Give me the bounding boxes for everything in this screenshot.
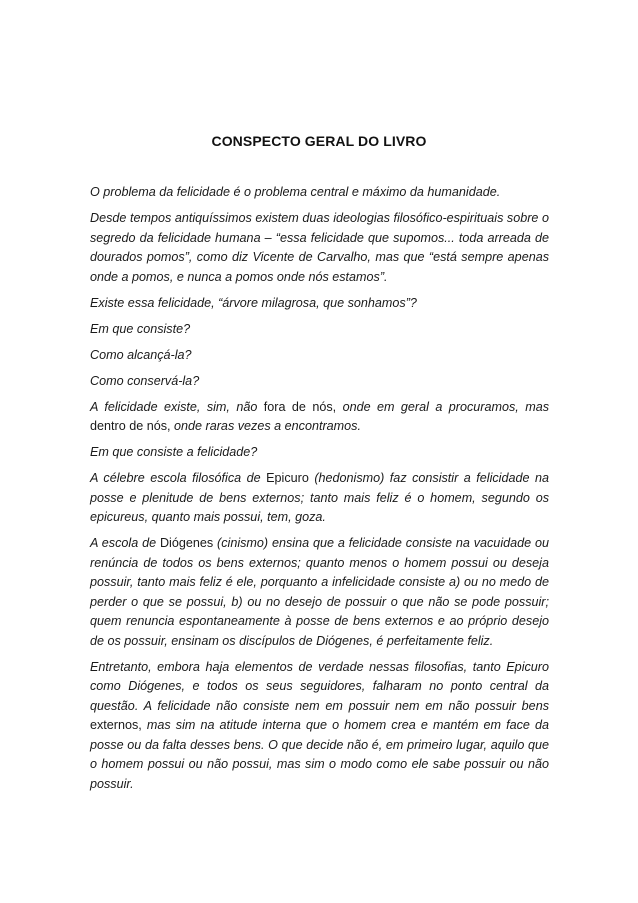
paragraph-7-emphasis-1: fora de nós, [263,399,337,414]
document-body [90,183,549,801]
paragraph-9-part-2: (hedonismo) faz consistir a felicidade na posse e plenitude de bens externos; tanto mais feliz é o homem, segundo os epicureus, quanto mais possui, tem, goza. [90,471,549,524]
paragraph-7 [90,398,549,437]
paragraph-2: Desde tempos antiquíssimos existem duas ideologias filosófico-espirituais sobre o segredo da felicidade humana – “essa felicidade que supomos... toda arreada de dourados pomos”, como diz Vicente de Carvalho, mas que “está sempre apenas onde a pomos, e nunca a pomos onde nós estamos”. [90,211,549,284]
paragraph-11-part-2: mas sim na atitude interna que o homem crea e mantém em face da posse ou da falta desses bens. O que decide não é, em primeiro lugar, aquilo que o homem possui ou não possui, mas sim o modo como ele sabe possuir ou não possuir. [90,718,549,791]
page-title: CONSPECTO GERAL DO LIVRO [211,133,427,149]
paragraph-4: Em que consiste? [90,321,191,336]
paragraph-5: Como alcançá-la? [90,347,192,362]
paragraph-11-emphasis: externos, [90,718,142,732]
paragraph-7-part-3: onde raras vezes a encontramos. [170,419,361,433]
paragraph-3: Existe essa felicidade, “árvore milagrosa, que sonhamos”? [90,295,417,310]
paragraph-10 [90,534,549,651]
paragraph-6: Como conservá-la? [90,373,200,388]
paragraph-9 [90,469,549,528]
paragraph-11-part-1: Entretanto, embora haja elementos de verdade nessas filosofias, tanto Epicuro como Diógenes, e todos os seus seguidores, falharam no ponto central da questão. A felicidade não consiste nem em possuir nem em não possuir bens [90,659,549,713]
paragraph-7-emphasis-2: dentro de nós, [90,419,171,433]
paragraph-10-part-1: A escola de [90,536,160,550]
paragraph-9-emphasis: Epicuro [266,471,309,485]
paragraph-7-part-1: A felicidade existe, sim, não [90,399,264,414]
paragraph-1: O problema da felicidade é o problema central e máximo da humanidade. [90,185,501,199]
paragraph-10-part-2: (cinismo) ensina que a felicidade consiste na vacuidade ou renúncia de todos os bens externos; quanto menos o homem possui ou deseja possuir, tanto mais feliz é ele, porquanto a infelicidade consiste a) ou no medo de perder o que se possui, b) ou no desejo de possuir o que não se pode possuir; quem renuncia espontaneamente à posse de bens externos e ao próprio desejo de os possuir, ensinam os discípulos de Diógenes, é perfeitamente feliz. [90,536,550,648]
paragraph-9-part-1: A célebre escola filosófica de [90,471,267,485]
paragraph-8: Em que consiste a felicidade? [90,445,258,459]
paragraph-11 [90,658,549,795]
paragraph-7-part-2: onde em geral a procuramos, mas [336,399,549,414]
paragraph-10-emphasis: Diógenes [159,536,214,550]
